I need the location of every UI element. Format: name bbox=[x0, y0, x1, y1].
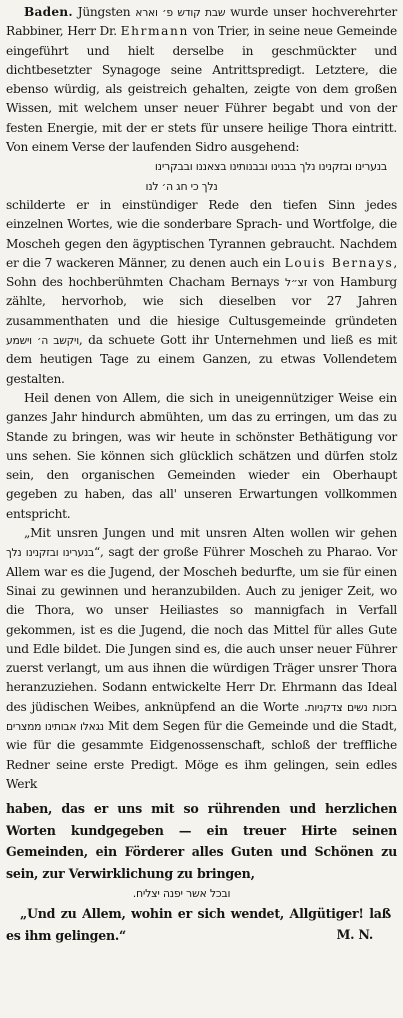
paragraph-closing: haben, das er uns mit so rührenden und herzlichen Worten kundgegeben — ein treuer Hirte seinen Gemeinden, ein Förderer alles Guten und Schönen zu sein, zur Verwirklichung zu bringen, bbox=[6, 801, 397, 881]
author-signature: M. N. bbox=[336, 927, 373, 943]
text-run: Mit dem Segen für die Gemeinde und die Stadt, wie für die gesammte Eidgenossenschaft, schloß der treffliche Redner seine erste Predigt. Möge es ihm gelingen, sein edles Werk bbox=[6, 718, 397, 791]
paragraph-intro bbox=[6, 3, 397, 157]
paragraph-praise: Heil denen von Allem, die sich in uneigennütziger Weise ein ganzes Jahr hindurch abmühten, um das zu erringen, um das zu Stande zu bringen, was wir heute in schönster Bethätigung vor uns sehen. Sie können sich glücklich schätzen und dürfen stolz sein, den organischen Gemeinden wieder ein Oberhaupt gegeben zu haben, das all' unseren Erwartungen vollkommen entspricht. bbox=[6, 390, 397, 521]
text-run: wurde unser hochverehrter Rabbiner, Herr Dr. bbox=[6, 5, 397, 39]
text-run: von Hamburg zählte, hervorhob, wie sich dieselben vor 27 Jahren zusammenthaten und die hiesige Cultusgemeinde gründeten bbox=[6, 275, 397, 328]
paragraph-sermon bbox=[6, 196, 397, 389]
hebrew-quote-line-3: ובכל אשר יפנה יצליח. bbox=[132, 887, 231, 901]
rabbi-name: Ehrmann bbox=[120, 24, 189, 39]
hebrew-phrase: נשים צדקניות bbox=[307, 700, 368, 714]
text-run: , Sohn des hochberühmten Chacham Bernays bbox=[6, 255, 397, 290]
paragraph-youth bbox=[6, 524, 397, 794]
hebrew-phrase: נגאלו אבותינו ממצרים bbox=[6, 719, 104, 733]
hebrew-phrase: ויקשב ה׳ וישמע bbox=[6, 334, 79, 348]
text-run: von Trier, in seine neue Gemeinde eingeführt und hielt derselbe in geschmückter und dichtbesetzter Synagoge seine Antrittspredigt. Letztere, die ebenso würdig, als geistreich gehalten, zeigte von dem großen Wissen, mit welchem unser neuer Führer begabt und von der festen Energie, mit der er stets für unsere heilige Thora eintritt. Von einem Verse der laufenden Sidro ausgehend: bbox=[6, 24, 397, 155]
hebrew-phrase: זצ״ל bbox=[284, 276, 308, 290]
hebrew-phrase: בנערינו ובזקנינו נלך bbox=[6, 546, 95, 560]
text-run: , da schuete Gott ihr Unternehmen und ließ es mit dem heutigen Tage zu einem Ganzen, zu etwas Vollendetem gestalten. bbox=[6, 333, 397, 386]
blessing-text: „Und zu Allem, wohin er sich wendet, Allgütiger! laß es ihm gelingen.“ bbox=[6, 906, 391, 943]
place-heading: Baden. bbox=[24, 5, 73, 19]
hebrew-quote-line-2: נלך כי חג ה׳ לנו bbox=[145, 179, 218, 193]
article-column bbox=[6, 3, 397, 945]
hebrew-quote-line-1: בנערינו ובזקנינו נלך בבנינו ובבנותינו בצאננו ובבקרינו bbox=[154, 160, 387, 174]
text-run: “, sagt der große Führer Moscheh zu Pharao. Vor Allem war es die Jugend, der Moscheh bedurfte, um sie für einen Sinai zu gewinnen und heranzubilden. Auch zu jeniger Zeit, wo die Thora, wo unser Heiliastes so mannigfach in Verfall gekommen, ist es die Jugend, die noch das Mittel für alles Gute und Edle bildet. Die Jungen sind es, die auch unser neuer Führer zuerst verlangt, um aus ihnen die würdigen Träger unsrer Thora heranzuziehen. Sodann entwickelte Herr Dr. Ehrmann das Ideal des jüdischen Weibes, anknüpfend an die Worte bbox=[6, 545, 397, 714]
founder-name: Louis Bernays bbox=[284, 255, 394, 270]
hebrew-phrase: שבת קודש פ׳ וארא bbox=[135, 6, 226, 19]
text-run: Jüngsten bbox=[72, 5, 136, 19]
hebrew-phrase: בזכות bbox=[372, 700, 398, 714]
text-run: „Mit unsren Jungen und mit unsren Alten wollen wir gehen bbox=[24, 526, 397, 541]
text-run: . bbox=[303, 699, 308, 714]
text-run: schilderte er in einstündiger Rede den tiefen Sinn jedes einzelnen Wortes, wie die sonderbare Sprach- und Wortfolge, die Moscheh gegen den ägyptischen Tyrannen gebraucht. Nachdem er die 7 wackeren Männer, zu denen auch ein bbox=[6, 197, 397, 270]
